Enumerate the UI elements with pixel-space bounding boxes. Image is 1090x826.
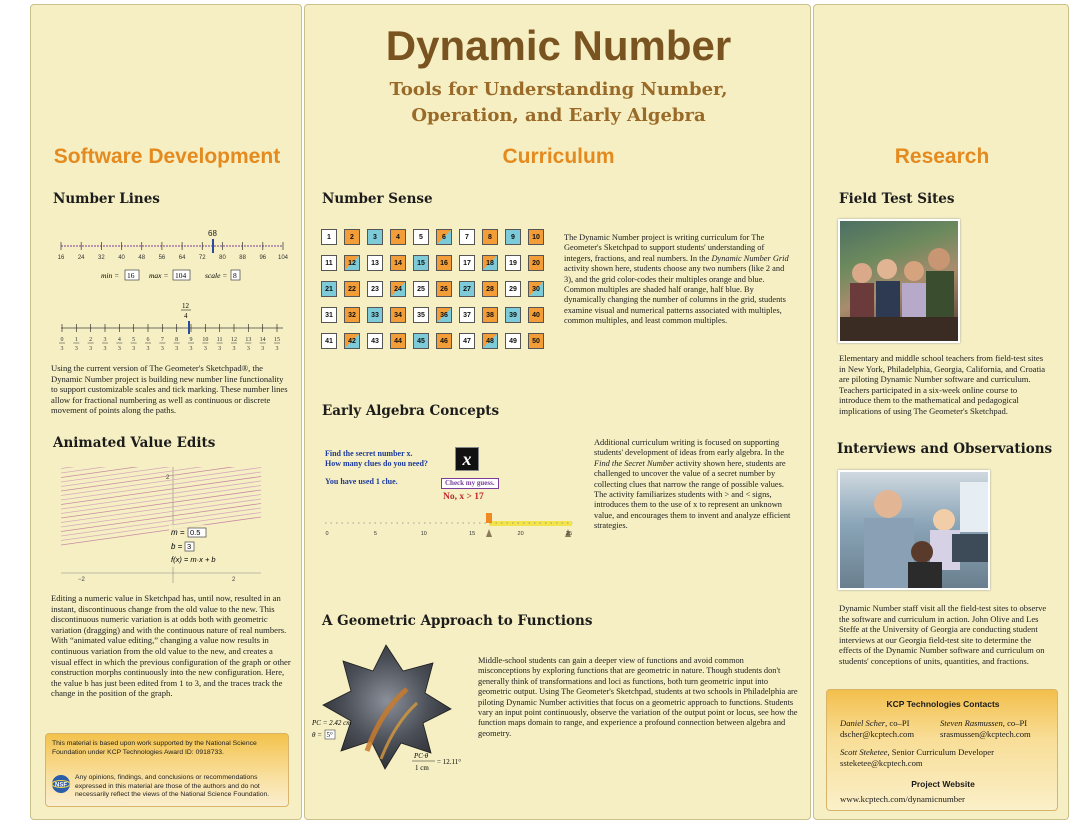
grid-cell[interactable]: 5 (413, 229, 429, 245)
contact-scher-email[interactable]: dscher@kcptech.com (840, 729, 915, 739)
contact-scher-name: Daniel Scher (840, 718, 886, 728)
ns-text-b: activity shown here, students choose any two numbers (like 2 and 3), and the grid color-codes their multiples orange and blue. Common multiples are shaded half orange, half blue. By dynamically changing the number of columns in the grid, students examine visual and numerical patterns associated with multiples, common multiples, and least common multiples. (564, 264, 786, 326)
frac-tick-num: 7 (160, 337, 164, 343)
research-panel (813, 4, 1069, 820)
theta-label: θ = (312, 731, 322, 739)
frac-tick-num: 1 (74, 337, 78, 343)
grid-cell[interactable]: 50 (528, 333, 544, 349)
frac-tick-den: 3 (89, 346, 93, 351)
nsf-logo-text: NSF (55, 782, 67, 789)
grid-cell[interactable]: 44 (390, 333, 406, 349)
m-label: m = (171, 528, 185, 537)
frac-tick-num: 0 (60, 337, 64, 343)
grid-cell[interactable]: 18 (482, 255, 498, 271)
grid-cell[interactable]: 32 (344, 307, 360, 323)
secret-tick-label: 25 (565, 531, 573, 537)
b-label: b = (171, 542, 183, 551)
trace-line (61, 467, 261, 482)
grid-cell[interactable]: 30 (528, 281, 544, 297)
grid-cell[interactable]: 22 (344, 281, 360, 297)
software-heading: Software Development (53, 145, 281, 168)
ea-text-a: Additional curriculum writing is focused on supporting students' development of ideas from early algebra. In the (594, 438, 785, 458)
nsf-support: This material is based upon work supported by the National Science Foundation under KCP Technologies Award ID: 0918733. (52, 740, 257, 756)
grid-cell[interactable]: 46 (436, 333, 452, 349)
grid-cell[interactable]: 6 (436, 229, 452, 245)
grid-cell[interactable]: 35 (413, 307, 429, 323)
grid-cell[interactable]: 34 (390, 307, 406, 323)
secret-prompt-2: How many clues do you need? (325, 459, 428, 468)
website-url[interactable]: www.kcptech.com/dynamicnumber (840, 794, 965, 804)
number-lines-text: Using the current version of The Geometer's Sketchpad®, the Dynamic Number project is building new number line functionality to support customizable scales and tick marking. These number lines allow for fractional numbering as well as continuous or discrete movement of points along the paths. (51, 363, 288, 416)
grid-cell[interactable]: 42 (344, 333, 360, 349)
frac-tick-den: 3 (117, 346, 121, 351)
grid-cell[interactable]: 26 (436, 281, 452, 297)
number-line-tick-label: 80 (219, 255, 226, 261)
geometric-function-figure (311, 641, 481, 775)
grid-cell[interactable]: 43 (367, 333, 383, 349)
secret-number-figure (321, 445, 581, 545)
grid-cell[interactable]: 9 (505, 229, 521, 245)
frac-tick-num: 8 (175, 337, 179, 343)
trace-line (61, 468, 261, 496)
grid-cell[interactable]: 37 (459, 307, 475, 323)
grid-cell[interactable]: 25 (413, 281, 429, 297)
field-test-text: Elementary and middle school teachers from field-test sites in New York, Philadelphia, Georgia, California, and Croatia are piloting Dynamic Number software and curriculum. Teachers participated in a six-week online course to introduce them to the mathematical and pedagogical implications of using The Geometer's Sketchpad. (839, 353, 1046, 416)
trace-line (61, 490, 261, 518)
contacts-box (826, 689, 1058, 811)
grid-cell[interactable]: 12 (344, 255, 360, 271)
poster-title: Dynamic Number (385, 22, 732, 69)
frac-tick-num: 10 (202, 337, 209, 343)
grid-cell[interactable]: 49 (505, 333, 521, 349)
frac-tick-den: 3 (175, 346, 179, 351)
grid-cell[interactable]: 14 (390, 255, 406, 271)
frac-tick-num: 9 (189, 337, 193, 343)
grid-cell[interactable]: 29 (505, 281, 521, 297)
software-development-panel (30, 4, 302, 820)
grid-cell[interactable]: 21 (321, 281, 337, 297)
number-line-tick-label: 64 (178, 255, 186, 261)
frac-tick-num: 6 (146, 337, 150, 343)
nsf-box (45, 733, 289, 807)
axis-neg2: −2 (78, 577, 85, 583)
grid-cell[interactable]: 2 (344, 229, 360, 245)
frac-tick-num: 11 (216, 337, 223, 343)
nsf-logo (51, 774, 71, 794)
contact-steketee-email[interactable]: ssteketee@kcptech.com (840, 758, 923, 768)
number-sense-text (564, 233, 794, 327)
frac-tick-num: 3 (103, 337, 107, 343)
number-line-tick-label: 40 (118, 255, 125, 261)
grid-cell[interactable]: 28 (482, 281, 498, 297)
animated-value-title: Animated Value Edits (53, 435, 216, 451)
frac-tick-num: 5 (132, 337, 136, 343)
secret-prompt-1: Find the secret number x. (325, 449, 413, 458)
field-test-photo (838, 219, 960, 343)
frac-pointer-num: 12 (182, 302, 189, 310)
ratio-num: PC·θ (414, 752, 429, 760)
trace-line (61, 486, 261, 514)
frac-tick-den: 3 (246, 346, 250, 351)
grid-cell[interactable]: 7 (459, 229, 475, 245)
fx-label: f(x) = m·x + b (171, 555, 216, 564)
animated-text: Editing a numeric value in Sketchpad has, until now, resulted in an instant, discontinuous change from the old value to the new. This discontinuous numeric variation is at odds both with geometric variation (dragging) and with the continuous nature of real numbers. With “animated value editing,” changing a value now results in continuous variation from the old value to the new, and creates a visual effect in which the previous configuration of the graph or other construction morphs continuously into the new configuration. Here, the value b has just been edited from 1 to 3, and the traces track the change in the position of the graph. (51, 593, 291, 699)
frac-tick-den: 3 (60, 346, 64, 351)
contacts-title: KCP Technologies Contacts (886, 699, 1000, 709)
trace-line (61, 477, 261, 505)
animated-value-text (51, 593, 293, 699)
grid-cell[interactable]: 31 (321, 307, 337, 323)
frac-tick-num: 15 (274, 337, 280, 343)
contact-rasmussen-name: Steven Rasmussen (940, 718, 1003, 728)
number-line-tick-label: 104 (277, 255, 289, 261)
number-line-figure (53, 221, 293, 351)
grid-cell[interactable]: 10 (528, 229, 544, 245)
secret-tick-label: 10 (420, 531, 427, 537)
secret-number-line (321, 507, 581, 543)
secret-tick-label: 20 (517, 531, 524, 537)
grid-cell[interactable]: 1 (321, 229, 337, 245)
contact-rasmussen (940, 718, 1031, 740)
trace-line (61, 495, 261, 523)
poster-subtitle-2: Operation, and Early Algebra (411, 105, 706, 126)
field-test-title: Field Test Sites (839, 191, 955, 207)
min-value: 16 (127, 271, 135, 280)
grid-cell[interactable]: 8 (482, 229, 498, 245)
contact-rasmussen-email[interactable]: srasmussen@kcptech.com (940, 729, 1031, 739)
grid-cell[interactable]: 19 (505, 255, 521, 271)
frac-tick-num: 4 (117, 337, 121, 343)
grid-cell[interactable]: 39 (505, 307, 521, 323)
min-label: min = (101, 271, 120, 280)
early-algebra-text (594, 438, 794, 532)
scale-value: 8 (233, 271, 237, 280)
frac-tick-den: 3 (189, 346, 193, 351)
interviews-text: Dynamic Number staff visit all the field-test sites to observe the software and curriculum in action. John Olive and Les Steffe at the University of Georgia are conducting student interviews at our Georgia field-test site to determine the effects of the Dynamic Number software and curriculum on students' conceptions of units, quantities, and fractions. (839, 603, 1047, 666)
nsf-disclaimer: Any opinions, findings, and conclusions or recommendations expressed in this material are those of the authors and do not necessarily reflect the views of the National Science Foundation. (75, 774, 270, 798)
ns-text-a: The Dynamic Number project is writing curriculum for The Geometer's Sketchpad to support students' understanding of integers, fractions, and real numbers. In the (564, 233, 765, 263)
number-line-tick-label: 32 (98, 255, 105, 261)
grid-cell[interactable]: 16 (436, 255, 452, 271)
grid-cell[interactable]: 23 (367, 281, 383, 297)
frac-tick-den: 3 (160, 346, 164, 351)
clues-used: You have used 1 clue. (325, 477, 398, 486)
ratio-value: = 12.11° (437, 758, 461, 766)
grid-cell[interactable]: 3 (367, 229, 383, 245)
contact-scher-role: , co–PI (885, 718, 910, 728)
grid-cell[interactable]: 41 (321, 333, 337, 349)
secret-x-card: x (455, 447, 479, 471)
grid-cell[interactable]: 27 (459, 281, 475, 297)
trace-line (61, 499, 261, 527)
number-line-tick-label: 16 (57, 255, 65, 261)
frac-tick-den: 3 (103, 346, 107, 351)
frac-tick-den: 3 (146, 346, 150, 351)
grid-cell[interactable]: 13 (367, 255, 383, 271)
grid-cell[interactable]: 47 (459, 333, 475, 349)
grid-cell[interactable]: 40 (528, 307, 544, 323)
range-left-handle (486, 529, 492, 537)
ea-text-b: activity shown here, students are challenged to uncover the value of a secret number by collecting clues that narrow the range of possible values. The activity familiarizes students with > and < signs, introduces them to the use of x to represent an unknown value, and encourages them to invent and analyze efficient strategies. (594, 458, 791, 531)
number-lines-title: Number Lines (53, 191, 160, 207)
number-line-tick-label: 24 (77, 255, 85, 261)
frac-tick-den: 3 (132, 346, 136, 351)
grid-cell[interactable]: 11 (321, 255, 337, 271)
max-value: 104 (175, 271, 187, 280)
number-sense-title: Number Sense (322, 191, 433, 207)
animated-value-graph (61, 467, 261, 583)
curriculum-panel (304, 4, 811, 820)
secret-tick-label: 5 (373, 531, 377, 537)
guess-marker (486, 513, 492, 523)
contact-steketee (840, 747, 994, 769)
b-value: 3 (187, 542, 192, 551)
trace-line (61, 467, 261, 491)
contact-steketee-name: Scott Steketee (840, 747, 888, 757)
m-value: 0.5 (190, 528, 201, 537)
pointer-value: 68 (208, 229, 217, 238)
geometric-text: Middle-school students can gain a deeper view of functions and avoid common misconceptions by exploring functions that are geometric in nature. Though students don't generally think of transformations and loci as functions, both turn geometric input into geometric output. Using The Geometer's Sketchpad, students at two schools in Philadelphia are piloting Dynamic Number activities that focus on a geometric approach to functions. Students vary an input point continuously, observe the variation of the output point or locus, see how the function maps domain to range, and experience a profound connection between algebra and geometry. (478, 656, 798, 738)
pc-value: PC = 2.42 cm (312, 719, 352, 727)
axis-y2: 2 (166, 475, 170, 481)
frac-tick-num: 14 (259, 337, 266, 343)
grid-cell[interactable]: 45 (413, 333, 429, 349)
frac-tick-num: 12 (231, 337, 237, 343)
guess-result: No, x > 17 (443, 492, 484, 502)
grid-cell[interactable]: 15 (413, 255, 429, 271)
research-heading: Research (894, 145, 990, 168)
trace-line (61, 472, 261, 500)
frac-tick-den: 3 (74, 346, 78, 351)
number-line-tick-label: 88 (239, 255, 246, 261)
theta-value: 5° (326, 731, 333, 739)
poster-subtitle-1: Tools for Understanding Number, (389, 79, 728, 100)
frac-tick-den: 3 (275, 346, 279, 351)
grid-cell[interactable]: 17 (459, 255, 475, 271)
frac-tick-den: 3 (203, 346, 207, 351)
grid-cell[interactable]: 33 (367, 307, 383, 323)
number-line-tick-label: 72 (198, 255, 206, 261)
ns-text-italic: Dynamic Number Grid (711, 253, 789, 263)
number-line-tick-label: 56 (158, 255, 166, 261)
frac-tick-den: 3 (218, 346, 222, 351)
contact-steketee-role: , Senior Curriculum Developer (887, 747, 994, 757)
contact-rasmussen-role: , co–PI (1002, 718, 1028, 728)
frac-tick-den: 3 (261, 346, 265, 351)
number-line-tick-label: 48 (138, 255, 146, 261)
number-grid (321, 229, 544, 349)
frac-tick-num: 13 (245, 337, 252, 343)
check-guess-button[interactable]: Check my guess. (441, 478, 499, 489)
early-algebra-title: Early Algebra Concepts (322, 403, 500, 419)
grid-cell[interactable]: 20 (528, 255, 544, 271)
trace-line (61, 481, 261, 509)
grid-cell[interactable]: 24 (390, 281, 406, 297)
grid-cell[interactable]: 48 (482, 333, 498, 349)
frac-tick-num: 2 (89, 337, 93, 343)
contact-scher (840, 718, 914, 740)
secret-tick-label: 0 (325, 531, 329, 537)
interviews-photo (838, 470, 990, 590)
grid-cell[interactable]: 4 (390, 229, 406, 245)
scale-label: scale = (205, 271, 228, 280)
frac-pointer-den: 4 (184, 312, 188, 320)
curriculum-heading: Curriculum (502, 145, 615, 168)
grid-cell[interactable]: 36 (436, 307, 452, 323)
grid-cell[interactable]: 38 (482, 307, 498, 323)
frac-tick-den: 3 (232, 346, 236, 351)
website-title: Project Website (911, 779, 975, 789)
number-line-tick-label: 96 (259, 255, 267, 261)
ratio-den: 1 cm (415, 764, 429, 772)
secret-tick-label: 15 (469, 531, 476, 537)
possible-range (489, 521, 572, 526)
geometric-title: A Geometric Approach to Functions (322, 613, 593, 629)
max-label: max = (149, 271, 169, 280)
interviews-title: Interviews and Observations (837, 441, 1053, 457)
ea-text-italic: Find the Secret Number (594, 458, 674, 468)
axis-2: 2 (232, 577, 236, 583)
